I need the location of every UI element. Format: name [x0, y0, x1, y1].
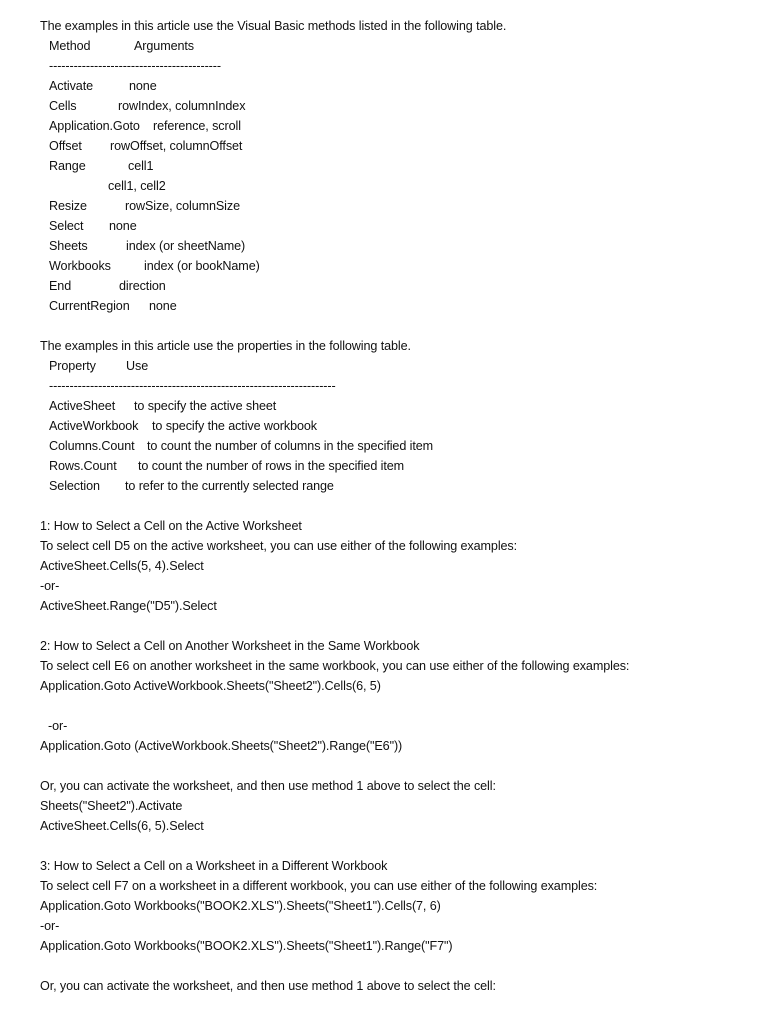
section-1-title: 1: How to Select a Cell on the Active Worksheet — [40, 519, 302, 533]
methods-header-arguments: Arguments — [134, 39, 194, 53]
properties-header-property: Property — [49, 359, 96, 373]
section-3-code-2: Application.Goto Workbooks("BOOK2.XLS").Sheets("Sheet1").Range("F7") — [40, 939, 453, 953]
method-name: Workbooks — [49, 259, 111, 273]
method-name: Offset — [49, 139, 82, 153]
property-use: to count the number of rows in the specified item — [138, 459, 405, 473]
method-name: End — [49, 279, 72, 293]
method-name: Application.Goto — [49, 119, 140, 133]
methods-intro: The examples in this article use the Visual Basic methods listed in the following table. — [40, 19, 507, 33]
method-args: none — [149, 299, 177, 313]
section-1-or: -or- — [40, 579, 60, 593]
method-args: index (or bookName) — [144, 259, 260, 273]
method-name: Activate — [49, 79, 93, 93]
methods-separator: ------------------------------------------ — [49, 59, 221, 73]
method-name: Sheets — [49, 239, 88, 253]
section-3-alt-description: Or, you can activate the worksheet, and then use method 1 above to select the cell: — [40, 979, 496, 993]
section-3-description: To select cell F7 on a worksheet in a different workbook, you can use either of the following examples: — [40, 879, 598, 893]
methods-header-method: Method — [49, 39, 91, 53]
property-use: to specify the active sheet — [134, 399, 277, 413]
method-args: direction — [119, 279, 166, 293]
section-1-code-1: ActiveSheet.Cells(5, 4).Select — [40, 559, 204, 573]
section-1-code-2: ActiveSheet.Range("D5").Select — [40, 599, 217, 613]
method-args: none — [129, 79, 157, 93]
property-name: ActiveWorkbook — [49, 419, 139, 433]
section-3-or: -or- — [40, 919, 60, 933]
property-name: Selection — [49, 479, 100, 493]
property-name: Rows.Count — [49, 459, 117, 473]
section-1-description: To select cell D5 on the active worksheet, you can use either of the following examples: — [40, 539, 518, 553]
property-name: ActiveSheet — [49, 399, 116, 413]
section-2-alt-code-1: Sheets("Sheet2").Activate — [40, 799, 183, 813]
property-use: to refer to the currently selected range — [125, 479, 334, 493]
section-2-title: 2: How to Select a Cell on Another Worksheet in the Same Workbook — [40, 639, 420, 653]
properties-intro: The examples in this article use the properties in the following table. — [40, 339, 411, 353]
method-args: reference, scroll — [153, 119, 241, 133]
method-name: CurrentRegion — [49, 299, 130, 313]
method-args: rowSize, columnSize — [125, 199, 240, 213]
property-use: to count the number of columns in the specified item — [147, 439, 434, 453]
section-3-title: 3: How to Select a Cell on a Worksheet in a Different Workbook — [40, 859, 388, 873]
method-args: rowIndex, columnIndex — [118, 99, 246, 113]
section-2-code-2: Application.Goto (ActiveWorkbook.Sheets("Sheet2").Range("E6")) — [40, 739, 403, 753]
method-args: cell1, cell2 — [108, 179, 166, 193]
method-args: rowOffset, columnOffset — [110, 139, 243, 153]
section-2-description: To select cell E6 on another worksheet in the same workbook, you can use either of the following examples: — [40, 659, 630, 673]
section-2-alt-code-2: ActiveSheet.Cells(6, 5).Select — [40, 819, 204, 833]
method-name: Cells — [49, 99, 77, 113]
properties-separator: ---------------------------------------------------------------------- — [49, 379, 336, 393]
section-2-code-1: Application.Goto ActiveWorkbook.Sheets("Sheet2").Cells(6, 5) — [40, 679, 381, 693]
method-args: cell1 — [128, 159, 154, 173]
section-3-code-1: Application.Goto Workbooks("BOOK2.XLS").Sheets("Sheet1").Cells(7, 6) — [40, 899, 441, 913]
method-name: Range — [49, 159, 86, 173]
section-2-alt-description: Or, you can activate the worksheet, and then use method 1 above to select the cell: — [40, 779, 496, 793]
section-2-or: -or- — [48, 719, 68, 733]
properties-header-use: Use — [126, 359, 149, 373]
method-name: Resize — [49, 199, 87, 213]
method-args: index (or sheetName) — [126, 239, 246, 253]
property-name: Columns.Count — [49, 439, 135, 453]
property-use: to specify the active workbook — [152, 419, 317, 433]
method-name: Select — [49, 219, 84, 233]
method-args: none — [109, 219, 137, 233]
